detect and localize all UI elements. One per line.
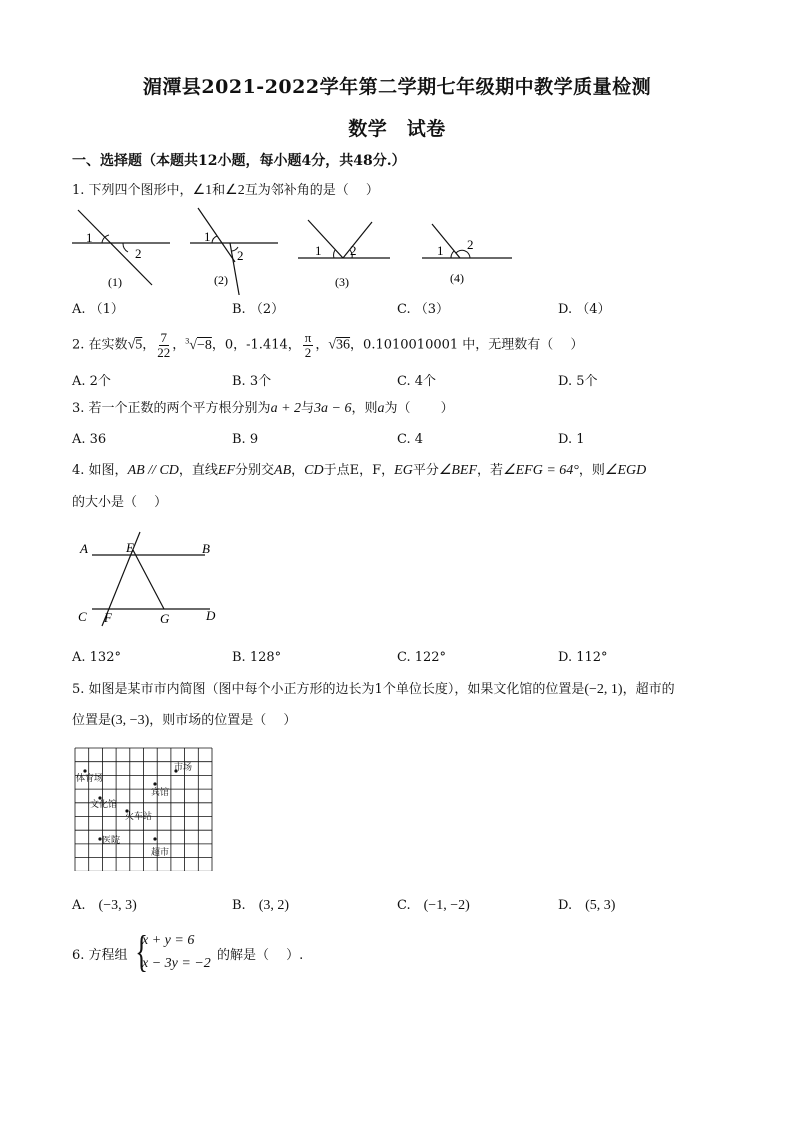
- cube-root-neg8: $^3$√−8: [185, 336, 212, 353]
- q5-option-a[interactable]: A. (−3, 3): [72, 898, 137, 913]
- q2-option-c[interactable]: C. 4个: [397, 374, 437, 389]
- equation-brace: {: [135, 927, 148, 976]
- question-6-tail: 的解是（ ）.: [217, 948, 304, 963]
- label-C: C: [78, 609, 87, 624]
- sqrt-5: √5: [127, 337, 143, 353]
- map-label-market: 市场: [174, 762, 193, 772]
- question-6-lead: 6. 方程组: [72, 948, 128, 963]
- fraction-pi-2: $\frac{\pi}{2}$: [304, 329, 312, 360]
- question-2: 2. 在实数√5， $\frac{7}{22}$ ，$^3$√−8，0，-1.414， $\frac{\pi}{2}$ ，√36，0.1010010001 中，无理数有（ ）: [72, 329, 584, 360]
- fig2-mark-1: 1: [204, 229, 211, 244]
- section-heading: 一、选择题（本题共12小题，每小题4分，共48分.）: [72, 153, 406, 169]
- q5-option-d[interactable]: D. (5, 3): [558, 898, 616, 913]
- q5-option-c[interactable]: C. (−1, −2): [397, 898, 470, 913]
- map-label-station: 火车站: [125, 811, 153, 821]
- fig4-label: (4): [450, 271, 464, 285]
- q2-option-d[interactable]: D. 5个: [558, 374, 598, 389]
- q4-option-b[interactable]: B. 128°: [232, 650, 282, 665]
- fig1-mark-1: 1: [86, 230, 93, 245]
- label-F: F: [104, 610, 112, 625]
- q1-option-c[interactable]: C. （3）: [397, 302, 450, 317]
- q3-option-d[interactable]: D. 1: [558, 432, 585, 447]
- q1-figure-4: [422, 224, 512, 285]
- map-label-hotel: 宾馆: [151, 787, 170, 797]
- question-1: 1. 下列四个图形中，∠1和∠2互为邻补角的是（ ）: [72, 183, 379, 198]
- q5-option-b[interactable]: B. (3, 2): [232, 898, 290, 913]
- q3-option-a[interactable]: A. 36: [72, 432, 107, 447]
- exam-subtitle: 数学 试卷: [348, 118, 446, 140]
- question-5: 5. 如图是某市市内简图（图中每个小正方形的边长为1个单位长度），如果文化馆的位置是(−2, 1)，超市的: [72, 682, 675, 697]
- label-G: G: [160, 611, 170, 626]
- q2-option-b[interactable]: B. 3个: [232, 374, 272, 389]
- map-label-hospital: 医院: [102, 835, 121, 845]
- question-3: 3. 若一个正数的两个平方根分别为a + 2与3a − 6，则a为（ ）: [72, 401, 454, 416]
- fig1-mark-2: 2: [135, 246, 142, 261]
- question-4: 4. 如图，AB // CD，直线EF分别交AB，CD于点E，F，EG平分∠BEF，若∠EFG = 64°，则∠EGD: [72, 463, 647, 478]
- q1-figures: [60, 200, 540, 295]
- q4-option-c[interactable]: C. 122°: [397, 650, 447, 665]
- question-5-line2: 位置是(3, −3)，则市场的位置是（ ）: [72, 713, 297, 728]
- map-label-stadium: 体育场: [76, 773, 104, 783]
- q4-figure: [72, 530, 232, 630]
- map-label-cultural-center: 文化馆: [90, 799, 118, 809]
- map-label-supermarket: 超市: [151, 847, 170, 857]
- fig1-label: (1): [108, 275, 122, 289]
- label-B: B: [202, 541, 210, 556]
- q1-option-a[interactable]: A. （1）: [72, 302, 124, 317]
- sqrt-36: √36: [328, 337, 351, 353]
- q3-option-b[interactable]: B. 9: [232, 432, 259, 447]
- fig2-label: (2): [214, 273, 228, 287]
- equation-1: x + y = 6: [142, 933, 195, 948]
- q1-option-b[interactable]: B. （2）: [232, 302, 285, 317]
- label-D: D: [206, 608, 216, 623]
- q4-option-d[interactable]: D. 112°: [558, 650, 608, 665]
- fig3-mark-1: 1: [315, 243, 322, 258]
- q1-option-d[interactable]: D. （4）: [558, 302, 611, 317]
- question-4-line2: 的大小是（ ）: [72, 495, 168, 510]
- label-A: A: [80, 541, 88, 556]
- fig4-mark-1: 1: [437, 243, 444, 258]
- fraction-7-22: $\frac{7}{22}$: [157, 329, 171, 360]
- q1-figure-2: [190, 208, 278, 295]
- q5-city-map: [74, 747, 214, 871]
- fig4-mark-2: 2: [467, 237, 474, 252]
- exam-title: 湄潭县2021-2022学年第二学期七年级期中教学质量检测: [142, 76, 652, 98]
- q1-figure-3: [298, 220, 390, 289]
- q1-figure-1: [72, 210, 170, 289]
- label-E: E: [126, 540, 134, 555]
- q2-option-a[interactable]: A. 2个: [72, 374, 111, 389]
- equation-2: x − 3y = −2: [142, 956, 211, 971]
- fig2-mark-2: 2: [237, 248, 244, 263]
- fig3-label: (3): [335, 275, 349, 289]
- q4-option-a[interactable]: A. 132°: [72, 650, 121, 665]
- fig3-mark-2: 2: [350, 243, 357, 258]
- q3-option-c[interactable]: C. 4: [397, 432, 424, 447]
